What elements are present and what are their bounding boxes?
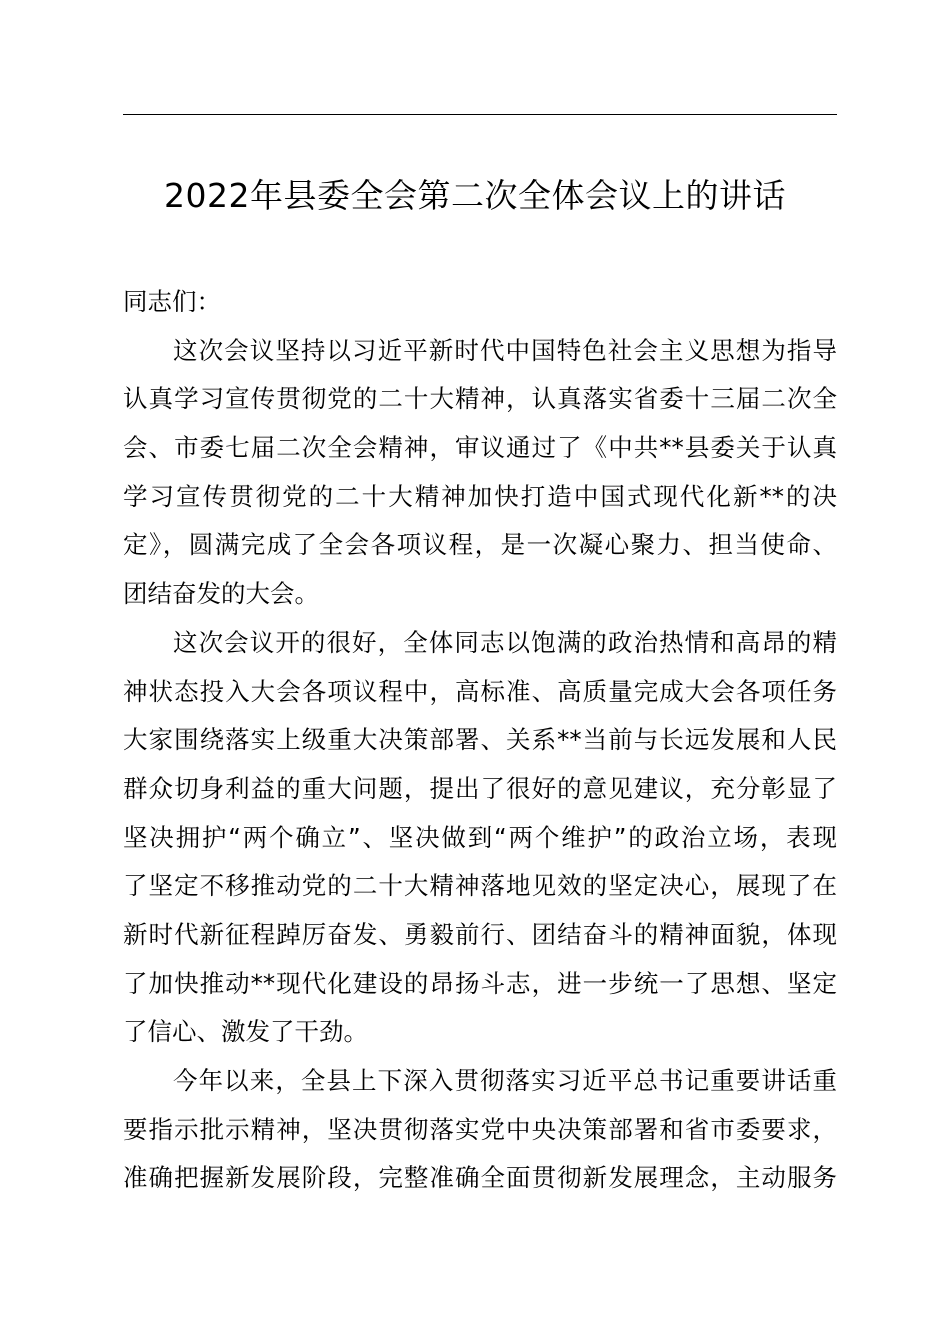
paragraph-line: 团结奋发的大会。: [123, 579, 319, 609]
paragraph-line: 定》，圆满完成了全会各项议程，是一次凝心聚力、担当使命、: [123, 530, 837, 560]
paragraph-line: 了坚定不移推动党的二十大精神落地见效的坚定决心，展现了在: [123, 871, 837, 901]
paragraph-3: [123, 1057, 837, 1203]
paragraph-line: 今年以来，全县上下深入贯彻落实习近平总书记重要讲话重: [173, 1066, 837, 1095]
document-title: 2022年县委全会第二次全体会议上的讲话: [164, 176, 786, 215]
document-body: [123, 278, 837, 1203]
paragraph-line: 坚决拥护“两个确立”、坚决做到“两个维护”的政治立场，表现: [123, 822, 837, 852]
paragraph-line: 这次会议开的很好，全体同志以饱满的政治热情和高昂的精: [173, 627, 837, 657]
paragraph-line: 了信心、激发了干劲。: [123, 1017, 368, 1047]
paragraph-line: 会、市委七届二次全会精神，审议通过了《中共**县委关于认真: [123, 433, 837, 463]
paragraph-line: 大家围绕落实上级重大决策部署、关系**当前与长远发展和人民: [123, 725, 837, 755]
header-rule: [123, 114, 837, 115]
paragraph-line: 准确把握新发展阶段，完整准确全面贯彻新发展理念，主动服务: [123, 1163, 837, 1193]
paragraph-line: 学习宣传贯彻党的二十大精神加快打造中国式现代化新**的决: [123, 481, 837, 511]
paragraph-line: 神状态投入大会各项议程中，高标准、高质量完成大会各项任务: [123, 676, 837, 706]
paragraph-line: 新时代新征程踔厉奋发、勇毅前行、团结奋斗的精神面貌，体现: [123, 919, 837, 949]
paragraph-line: 群众切身利益的重大问题，提出了很好的意见建议，充分彰显了: [123, 773, 837, 803]
paragraph-2: [123, 619, 837, 1057]
paragraph-line: 认真学习宣传贯彻党的二十大精神，认真落实省委十三届二次全: [123, 384, 837, 414]
salutation: 同志们：: [123, 287, 221, 316]
paragraph-line: 了加快推动**现代化建设的昂扬斗志，进一步统一了思想、坚定: [123, 968, 837, 998]
paragraph-line: 要指示批示精神，坚决贯彻落实党中央决策部署和省市委要求，: [123, 1114, 837, 1144]
paragraph-line: 这次会议坚持以习近平新时代中国特色社会主义思想为指导: [173, 335, 837, 365]
paragraph-1: [123, 327, 837, 619]
